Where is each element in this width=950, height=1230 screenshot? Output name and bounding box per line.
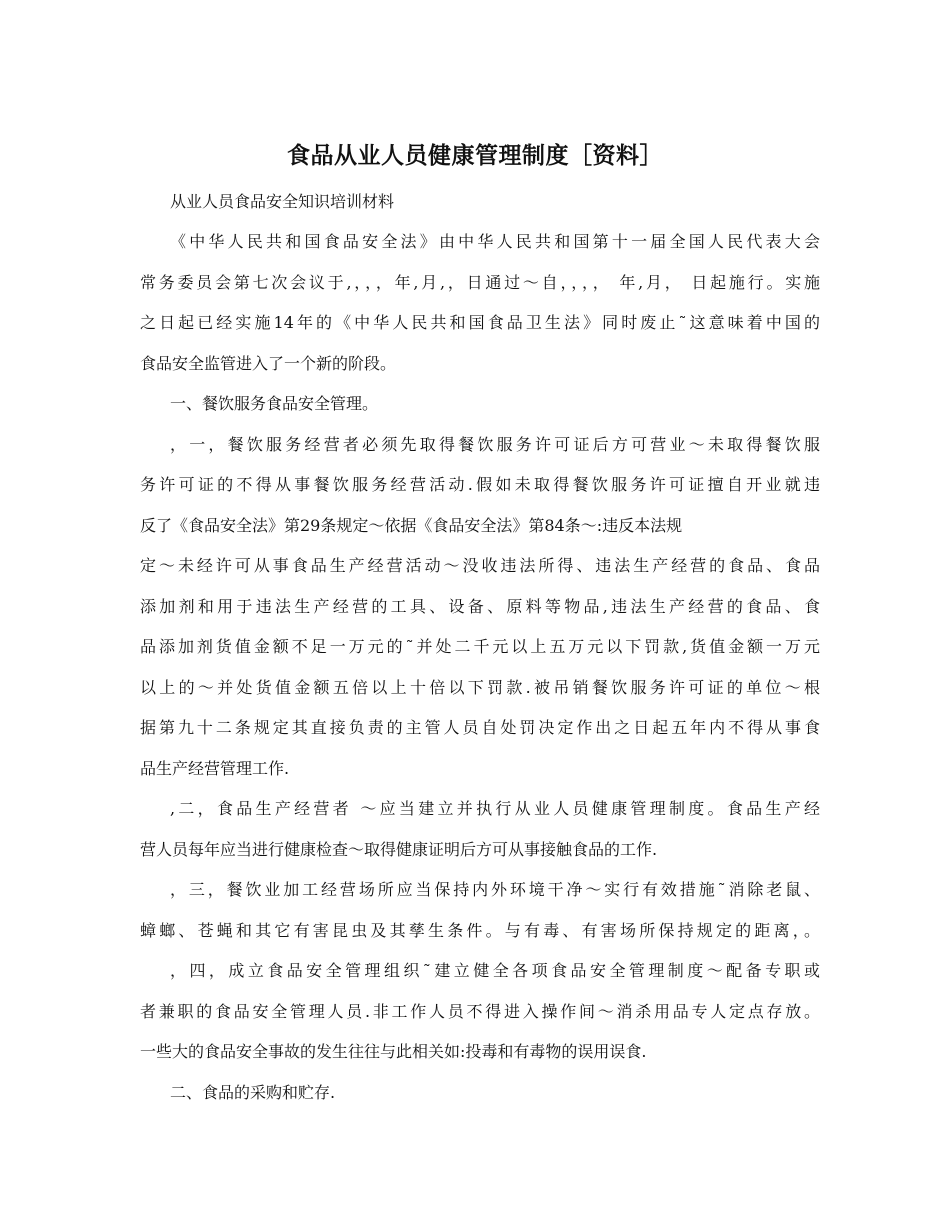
body-line: 之日起已经实施14年的《中华人民共和国食品卫生法》同时废止˜这意味着中国的 [140, 313, 820, 332]
body-line: 品添加剂货值金额不足一万元的˜并处二千元以上五万元以下罚款,货值金额一万元 [140, 637, 820, 656]
document-title: 食品从业人员健康管理制度［资料］ [287, 142, 663, 169]
body-line: 常务委员会第七次会议于,，，，年,月,，日通过～自，，，， 年,月， 日起施行。实施 [140, 273, 820, 292]
body-line: 《中华人民共和国食品安全法》由中华人民共和国第十一届全国人民代表大会 [170, 232, 820, 251]
body-line: 食品安全监管进入了一个新的阶段。 [140, 354, 397, 373]
body-line: 以上的～并处货值金额五倍以上十倍以下罚款.被吊销餐饮服务许可证的单位～根 [140, 678, 820, 697]
body-line: 添加剂和用于违法生产经营的工具、设备、原料等物品,违法生产经营的食品、食 [140, 597, 820, 616]
body-line: 定～未经许可从事食品生产经营活动～没收违法所得、违法生产经营的食品、食品 [140, 556, 820, 575]
body-line: 反了《食品安全法》第29条规定～依据《食品安全法》第84条～:违反本法规 [140, 516, 683, 535]
body-line: 品生产经营管理工作. [140, 759, 290, 778]
body-line: 二、食品的采购和贮存. [170, 1083, 336, 1102]
body-line: 一些大的食品安全事故的发生往往与此相关如:投毒和有毒物的误用误食. [140, 1042, 647, 1061]
body-line: 一、餐饮服务食品安全管理。 [170, 394, 379, 413]
body-line: 者兼职的食品安全管理人员.非工作人员不得进入操作间～消杀用品专人定点存放。 [140, 1002, 820, 1021]
body-line: 营人员每年应当进行健康检查～取得健康证明后方可从事接触食品的工作. [140, 840, 658, 859]
body-line: ，四，成立食品安全管理组织˜建立健全各项食品安全管理制度～配备专职或 [170, 961, 820, 980]
body-line: 务许可证的不得从事餐饮服务经营活动.假如未取得餐饮服务许可证擅自开业就违 [140, 475, 820, 494]
body-line: 据第九十二条规定其直接负责的主管人员自处罚决定作出之日起五年内不得从事食 [140, 718, 820, 737]
body-line: ，三，餐饮业加工经营场所应当保持内外环境干净～实行有效措施˜消除老鼠、 [170, 880, 820, 899]
document-subtitle: 从业人员食品安全知识培训材料 [170, 192, 395, 211]
body-line: 蟑螂、苍蝇和其它有害昆虫及其孳生条件。与有毒、有害场所保持规定的距离，。 [140, 921, 820, 940]
body-line: ，一，餐饮服务经营者必须先取得餐饮服务许可证后方可营业～未取得餐饮服 [170, 435, 820, 454]
body-line: ,二，食品生产经营者 ～应当建立并执行从业人员健康管理制度。食品生产经 [170, 799, 820, 818]
